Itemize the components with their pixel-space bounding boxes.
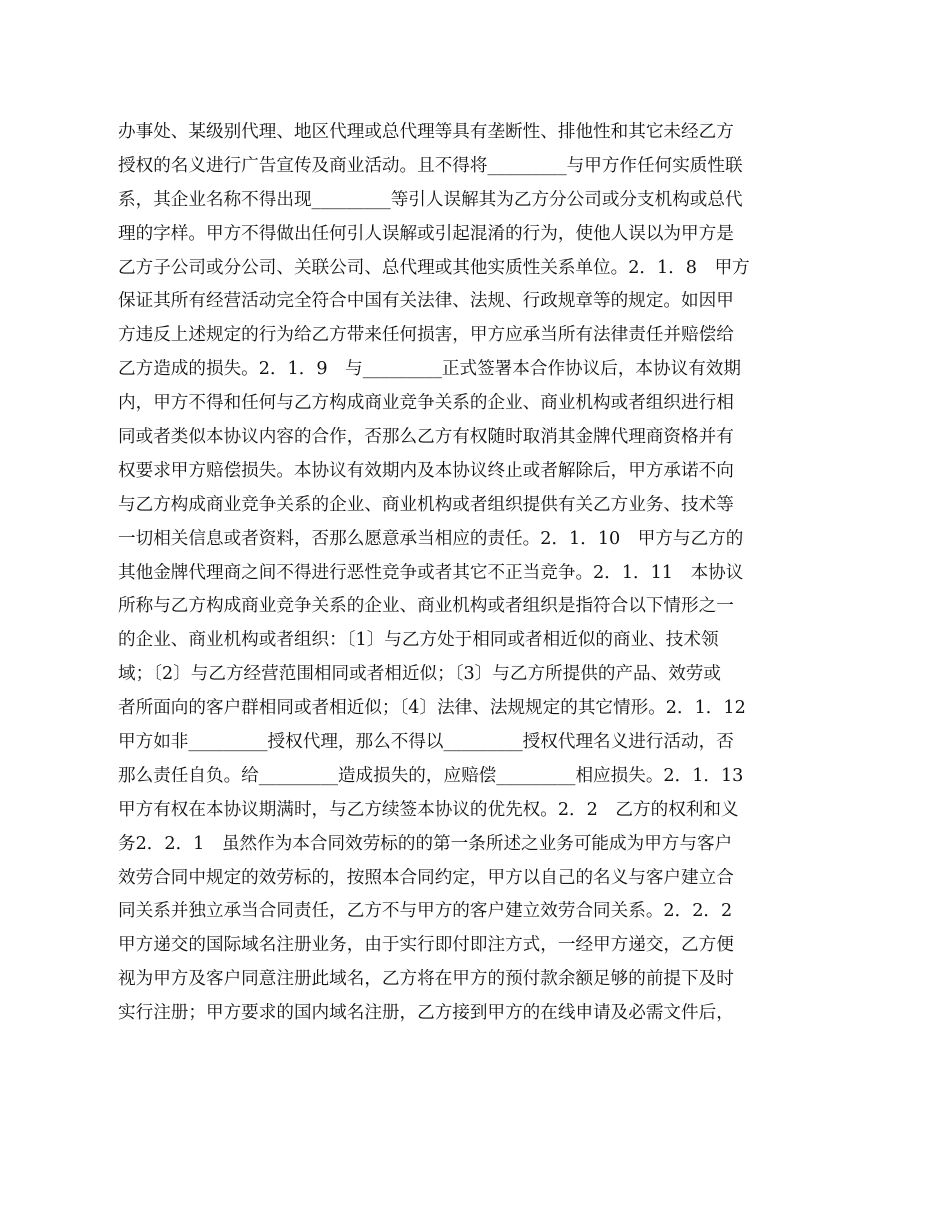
text-line: 保证其所有经营活动完全符合中国有关法律、法规、行政规章等的规定。如因甲	[118, 291, 734, 312]
text-line: 权要求甲方赔偿损失。本协议有效期内及本协议终止或者解除后，甲方承诺不向	[118, 460, 734, 481]
text-line: 那么责任自负。给_________造成损失的，应赔偿_________相应损失。2．1．13	[118, 765, 744, 786]
text-line: 其他金牌代理商之间不得进行恶性竞争或者其它不正当竞争。2．1．11 本协议	[118, 562, 744, 583]
text-line: 的企业、商业机构或者组织：〔1〕与乙方处于相同或者相近似的商业、技术领	[118, 630, 719, 651]
text-line: 者所面向的客户群相同或者相近似；〔4〕法律、法规规定的其它情形。2．1．12	[118, 698, 746, 719]
text-line: 乙方子公司或分公司、关联公司、总代理或其他实质性关系单位。2．1．8 甲方	[118, 257, 750, 278]
text-line: 乙方造成的损失。2．1．9 与_________正式签署本合作协议后，本协议有效期	[118, 359, 741, 380]
text-line: 甲方如非_________授权代理，那么不得以_________授权代理名义进行活动，否	[118, 732, 734, 753]
text-line: 甲方有权在本协议期满时，与乙方续签本协议的优先权。2．2 乙方的权利和义	[118, 799, 739, 820]
text-line: 甲方递交的国际域名注册业务，由于实行即付即注方式，一经甲方递交，乙方便	[118, 935, 734, 956]
text-line: 同关系并独立承当合同责任，乙方不与甲方的客户建立效劳合同关系。2．2．2	[118, 901, 733, 922]
text-line: 视为甲方及客户同意注册此域名，乙方将在甲方的预付款余额足够的前提下及时	[118, 969, 734, 990]
text-line: 内，甲方不得和任何与乙方构成商业竞争关系的企业、商业机构或者组织进行相	[118, 393, 734, 414]
text-line: 系，其企业名称不得出现_________等引人误解其为乙方分公司或分支机构或总代	[118, 189, 743, 210]
text-line: 授权的名义进行广告宣传及商业活动。且不得将_________与甲方作任何实质性联	[118, 155, 743, 176]
text-line: 实行注册；甲方要求的国内域名注册，乙方接到甲方的在线申请及必需文件后，	[118, 1003, 734, 1024]
text-line: 效劳合同中规定的效劳标的，按照本合同约定，甲方以自己的名义与客户建立合	[118, 867, 734, 888]
text-line: 与乙方构成商业竞争关系的企业、商业机构或者组织提供有关乙方业务、技术等	[118, 494, 734, 515]
text-line: 所称与乙方构成商业竞争关系的企业、商业机构或者组织是指符合以下情形之一	[118, 596, 734, 617]
text-line: 同或者类似本协议内容的合作，否那么乙方有权随时取消其金牌代理商资格并有	[118, 427, 734, 448]
text-line: 方违反上述规定的行为给乙方带来任何损害，甲方应承当所有法律责任并赔偿给	[118, 325, 734, 346]
body-text	[118, 116, 808, 1031]
text-line: 一切相关信息或者资料，否那么愿意承当相应的责任。2．1．10 甲方与乙方的	[118, 528, 744, 549]
text-line: 域；〔2〕与乙方经营范围相同或者相近似；〔3〕与乙方所提供的产品、效劳或	[118, 664, 721, 685]
text-line: 办事处、某级别代理、地区代理或总代理等具有垄断性、排他性和其它未经乙方	[118, 122, 734, 142]
text-line: 理的字样。甲方不得做出任何引人误解或引起混淆的行为，使他人误以为甲方是	[118, 223, 734, 244]
text-line: 务2．2．1 虽然作为本合同效劳标的的第一条所述之业务可能成为甲方与客户	[118, 833, 733, 854]
